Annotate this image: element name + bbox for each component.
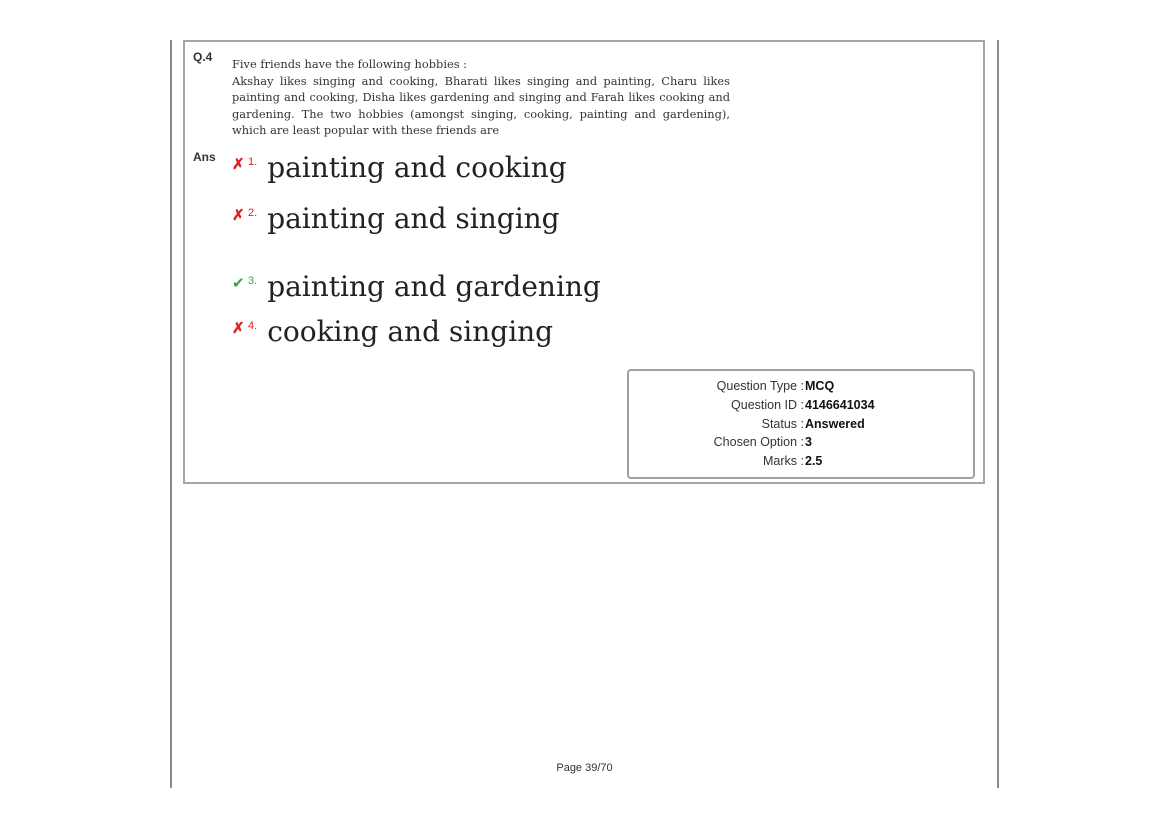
question-text-line: gardening. The two hobbies (amongst singing, cooking, painting and gardening),: [232, 106, 730, 121]
page-number: Page 39/70: [556, 762, 613, 774]
question-type-label: Question Type :: [716, 379, 804, 393]
option-1: [232, 153, 567, 183]
status-label: Status :: [761, 417, 804, 431]
option-number: 2.: [248, 207, 258, 219]
question-text: [232, 56, 730, 139]
option-number: 4.: [248, 320, 258, 332]
question-text-line: which are least popular with these friends are: [232, 123, 500, 137]
question-type-value: MCQ: [805, 379, 835, 393]
status-value: Answered: [805, 417, 865, 431]
info-row-question-id: [629, 396, 977, 415]
question-text-line: Five friends have the following hobbies :: [232, 57, 468, 71]
marks-label: Marks :: [763, 454, 804, 468]
option-4: [232, 317, 553, 347]
option-text: painting and cooking: [267, 151, 567, 184]
info-row-marks: [629, 452, 977, 471]
question-id-value: 4146641034: [805, 398, 875, 412]
question-id-label: Question ID :: [731, 398, 804, 412]
marks-value: 2.5: [805, 454, 823, 468]
option-number: 1.: [248, 156, 258, 168]
info-row-chosen-option: [629, 433, 977, 452]
info-row-status: [629, 415, 977, 434]
option-3: [232, 272, 601, 302]
option-number: 3.: [248, 275, 258, 287]
page-border-right: [997, 40, 999, 788]
question-number: Q.4: [193, 50, 213, 64]
option-text: cooking and singing: [267, 315, 554, 348]
answer-label: Ans: [193, 150, 216, 164]
info-row-question-type: [629, 377, 977, 396]
cross-icon: ✗: [232, 320, 245, 337]
option-text: painting and singing: [267, 202, 560, 235]
question-text-line: Akshay likes singing and cooking, Bharati likes singing and painting, Charu likes: [232, 73, 730, 88]
chosen-option-value: 3: [805, 435, 812, 449]
cross-icon: ✗: [232, 156, 245, 173]
page-border-left: [170, 40, 172, 788]
check-icon: ✔: [232, 275, 245, 292]
question-info-box: [627, 369, 975, 479]
cross-icon: ✗: [232, 207, 245, 224]
option-text: painting and gardening: [267, 270, 601, 303]
option-2: [232, 204, 560, 234]
question-text-line: painting and cooking, Disha likes gardening and singing and Farah likes cooking and: [232, 90, 730, 104]
chosen-option-label: Chosen Option :: [713, 435, 804, 449]
